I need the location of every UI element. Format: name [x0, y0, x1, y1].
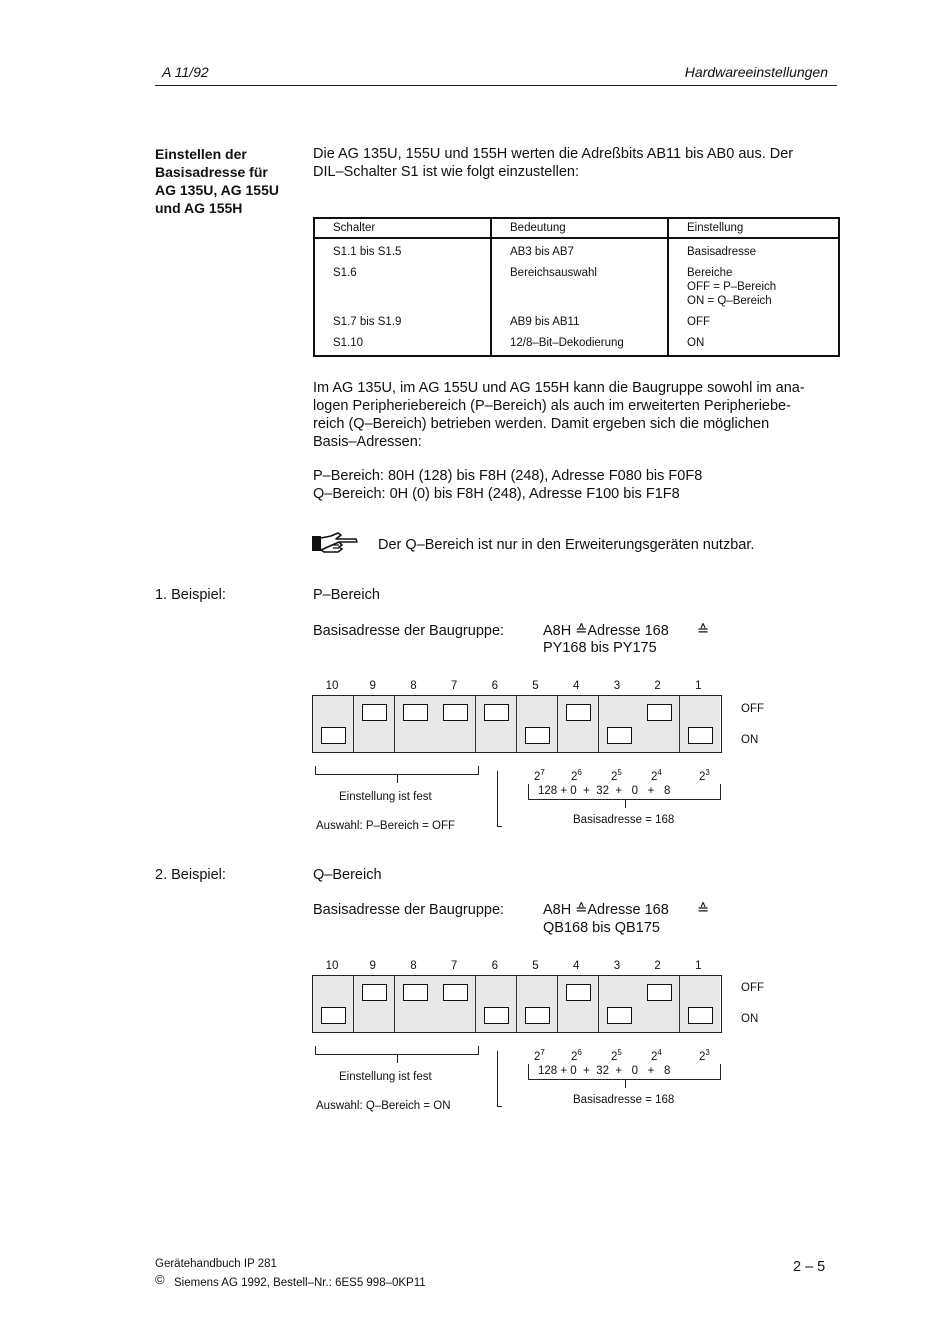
- on-label: ON: [741, 1013, 759, 1025]
- intro-text: [313, 145, 793, 181]
- switch-lever-off: [566, 984, 591, 1001]
- sum-bracket-right: [720, 1064, 721, 1080]
- dip-switch-cell: [558, 696, 599, 752]
- off-label: OFF: [741, 703, 764, 715]
- switch-config-table: [313, 217, 840, 357]
- equiv-sign: ≙: [697, 623, 710, 639]
- switch-number: 10: [325, 680, 339, 692]
- switch-number: 6: [491, 680, 498, 692]
- switch-lever-off: [647, 704, 672, 721]
- copyright-icon: ©: [155, 1272, 165, 1287]
- power-base: 2: [699, 770, 706, 783]
- power-exp: 6: [577, 1048, 582, 1057]
- dip-switch-cell: [599, 976, 640, 1032]
- power-exp: 6: [577, 768, 582, 777]
- switch-number: 1: [695, 960, 702, 972]
- selector-line: [497, 771, 498, 826]
- switch-number: 9: [369, 680, 376, 692]
- sum-bracket-tick: [625, 1079, 626, 1088]
- power-exp: 7: [540, 768, 545, 777]
- bracket-left: [315, 1046, 316, 1054]
- col-header: Einstellung: [667, 219, 838, 239]
- switch-number: 9: [369, 960, 376, 972]
- table-cell: S1.10: [333, 337, 364, 349]
- fixed-label: Einstellung ist fest: [339, 1071, 432, 1083]
- switch-number: 5: [532, 960, 539, 972]
- switch-lever-off: [403, 704, 428, 721]
- switch-number: 8: [410, 680, 417, 692]
- table-cell: Bereichsauswahl: [490, 262, 667, 311]
- switch-lever-on: [688, 727, 713, 744]
- switch-numbers: [0, 960, 950, 974]
- intro-line: DIL–Schalter S1 ist wie folgt einzustellen:: [313, 164, 579, 180]
- switch-lever-on: [607, 1007, 632, 1024]
- switch-lever-on: [321, 727, 346, 744]
- base-range: QB168 bis QB175: [543, 920, 660, 936]
- power-label: [571, 1046, 582, 1064]
- switch-lever-on: [321, 1007, 346, 1024]
- dip-switch-cell: [517, 696, 558, 752]
- switch-number: 7: [450, 960, 458, 972]
- mode-paragraph: [313, 379, 838, 451]
- sum-bracket-right: [720, 784, 721, 800]
- switch-number: 2: [654, 960, 661, 972]
- power-exp: 4: [657, 1048, 662, 1057]
- sum-bracket-tick: [625, 799, 626, 808]
- switch-number: 2: [654, 680, 661, 692]
- dip-switch-cell: [354, 696, 395, 752]
- switch-number: 5: [532, 680, 539, 692]
- switch-lever-off: [403, 984, 428, 1001]
- switch-number: 10: [325, 960, 339, 972]
- switch-lever-off: [362, 704, 387, 721]
- auswahl-label: Auswahl: Q–Bereich = ON: [316, 1100, 451, 1112]
- switch-number: 8: [410, 960, 417, 972]
- selector-foot: [497, 826, 502, 827]
- dip-switch-cell: [395, 976, 436, 1032]
- footer-manual: Gerätehandbuch IP 281: [155, 1258, 277, 1270]
- power-base: 2: [611, 770, 618, 783]
- table-header-row: [315, 219, 838, 239]
- power-base: 2: [611, 1050, 618, 1063]
- side-title-line: Basisadresse für: [155, 164, 268, 180]
- switch-number: 1: [695, 680, 702, 692]
- equiv-sign: ≙: [697, 902, 710, 918]
- dip-switch-cell: [680, 976, 720, 1032]
- power-exp: 5: [617, 1048, 622, 1057]
- power-label: [699, 1046, 710, 1064]
- header-right: Hardwareeinstellungen: [684, 64, 828, 80]
- switch-lever-off: [362, 984, 387, 1001]
- switch-number: 7: [450, 680, 458, 692]
- dip-switch-cell: [395, 696, 436, 752]
- dip-switch-cell: [313, 696, 354, 752]
- switch-number: 4: [572, 680, 580, 692]
- paragraph-line: reich (Q–Bereich) betrieben werden. Damit ergeben sich die möglichen: [313, 416, 770, 432]
- table-cell: AB3 bis AB7: [490, 239, 667, 262]
- sum-bracket-left: [528, 1064, 529, 1080]
- auswahl-label: Auswahl: P–Bereich = OFF: [316, 820, 456, 832]
- power-exp: 3: [705, 768, 710, 777]
- base-value: A8H ≙Adresse 168: [543, 902, 669, 918]
- off-label: OFF: [741, 982, 764, 994]
- dip-switch-cell: [599, 696, 640, 752]
- table-cell: ON: [667, 332, 838, 355]
- switch-lever-off: [647, 984, 672, 1001]
- footer-order-number: Siemens AG 1992, Bestell–Nr.: 6ES5 998–0KP11: [174, 1277, 426, 1289]
- dip-switch-cell: [435, 976, 476, 1032]
- bracket-right: [478, 1046, 479, 1054]
- switch-lever-off: [443, 704, 468, 721]
- power-label: [571, 766, 582, 784]
- table-row: [315, 332, 838, 355]
- dip-switch-cell: [639, 696, 680, 752]
- base-label: Basisadresse der Baugruppe:: [313, 623, 505, 639]
- power-label: [534, 1046, 545, 1064]
- switch-numbers: [0, 680, 950, 694]
- bracket-tick: [397, 1054, 398, 1063]
- switch-lever-on: [525, 1007, 550, 1024]
- table-cell: Bereiche OFF = P–Bereich ON = Q–Bereich: [667, 262, 838, 311]
- power-base: 2: [534, 770, 541, 783]
- side-title-line: AG 135U, AG 155U: [155, 182, 279, 198]
- base-label: Basisadresse der Baugruppe:: [313, 902, 505, 918]
- bracket-right: [478, 766, 479, 774]
- table-cell: S1.6: [333, 267, 357, 279]
- switch-number: 3: [613, 960, 621, 972]
- sum-label: 128 + 0 + 32 + 0 + 8: [538, 1065, 671, 1077]
- basis-label: Basisadresse = 168: [573, 814, 675, 826]
- dip-switch-cell: [517, 976, 558, 1032]
- header-rule: [155, 85, 837, 86]
- power-base: 2: [571, 1050, 578, 1063]
- dip-switch-cell: [476, 696, 517, 752]
- power-base: 2: [651, 770, 658, 783]
- base-range: PY168 bis PY175: [543, 640, 657, 656]
- switch-number: 3: [613, 680, 621, 692]
- bracket-left: [315, 766, 316, 774]
- selector-line: [497, 1051, 498, 1106]
- power-label: [699, 766, 710, 784]
- power-exp: 4: [657, 768, 662, 777]
- basis-label: Basisadresse = 168: [573, 1094, 675, 1106]
- table-cell: S1.7 bis S1.9: [333, 316, 402, 328]
- table-row: [315, 239, 838, 262]
- dip-switch-cell: [476, 976, 517, 1032]
- power-exp: 5: [617, 768, 622, 777]
- switch-number: 6: [491, 960, 498, 972]
- table-cell: Basisadresse: [667, 239, 838, 262]
- base-value: A8H ≙Adresse 168: [543, 623, 669, 639]
- switch-number: 4: [572, 960, 580, 972]
- dip-switch-cell: [558, 976, 599, 1032]
- header-left: A 11/92: [162, 64, 209, 80]
- power-label: [651, 1046, 662, 1064]
- selector-foot: [497, 1106, 502, 1107]
- power-base: 2: [534, 1050, 541, 1063]
- power-base: 2: [699, 1050, 706, 1063]
- side-title-line: und AG 155H: [155, 200, 243, 216]
- note-text: Der Q–Bereich ist nur in den Erweiterungsgeräten nutzbar.: [378, 537, 755, 553]
- switch-lever-on: [484, 1007, 509, 1024]
- switch-lever-on: [688, 1007, 713, 1024]
- dip-switch-cell: [680, 696, 720, 752]
- on-label: ON: [741, 734, 759, 746]
- power-label: [651, 766, 662, 784]
- power-label: [611, 1046, 622, 1064]
- power-exp: 7: [540, 1048, 545, 1057]
- example-label: 2. Beispiel:: [155, 867, 226, 883]
- dip-switch-block: [312, 975, 722, 1033]
- power-base: 2: [571, 770, 578, 783]
- range-line: P–Bereich: 80H (128) bis F8H (248), Adresse F080 bis F0F8: [313, 468, 703, 484]
- power-label: [534, 766, 545, 784]
- dip-switch-cell: [435, 696, 476, 752]
- col-header: Bedeutung: [490, 219, 667, 239]
- dip-switch-block: [312, 695, 722, 753]
- switch-lever-on: [607, 727, 632, 744]
- switch-lever-off: [443, 984, 468, 1001]
- table-cell: S1.1 bis S1.5: [333, 246, 402, 258]
- range-line: Q–Bereich: 0H (0) bis F8H (248), Adresse F100 bis F1F8: [313, 486, 680, 502]
- dip-switch-cell: [354, 976, 395, 1032]
- section-side-title: [155, 145, 279, 217]
- fixed-label: Einstellung ist fest: [339, 791, 432, 803]
- power-label: [611, 766, 622, 784]
- switch-lever-off: [484, 704, 509, 721]
- switch-lever-off: [566, 704, 591, 721]
- sum-bracket-left: [528, 784, 529, 800]
- address-ranges: [313, 467, 702, 503]
- paragraph-line: logen Peripheriebereich (P–Bereich) als auch im erweiterten Peripheriebe-: [313, 398, 791, 414]
- switch-lever-on: [525, 727, 550, 744]
- power-base: 2: [651, 1050, 658, 1063]
- example-label: 1. Beispiel:: [155, 587, 226, 603]
- intro-line: Die AG 135U, 155U und 155H werten die Adreßbits AB11 bis AB0 aus. Der: [313, 146, 794, 162]
- side-title-line: Einstellen der: [155, 146, 247, 162]
- dip-switch-cell: [313, 976, 354, 1032]
- col-header: Schalter: [315, 219, 490, 239]
- example-area: Q–Bereich: [313, 867, 382, 883]
- table-row: [315, 311, 838, 332]
- sum-label: 128 + 0 + 32 + 0 + 8: [538, 785, 671, 797]
- page-number: 2 – 5: [793, 1259, 826, 1275]
- table-cell: 12/8–Bit–Dekodierung: [490, 332, 667, 355]
- paragraph-line: Basis–Adressen:: [313, 434, 422, 450]
- table-cell: AB9 bis AB11: [490, 311, 667, 332]
- bracket-tick: [397, 774, 398, 783]
- pointing-hand-icon: [311, 531, 359, 557]
- example-area: P–Bereich: [313, 587, 380, 603]
- paragraph-line: Im AG 135U, im AG 155U und AG 155H kann die Baugruppe sowohl im ana-: [313, 380, 805, 396]
- power-exp: 3: [705, 1048, 710, 1057]
- table-row: [315, 262, 838, 311]
- dip-switch-cell: [639, 976, 680, 1032]
- table-cell: OFF: [667, 311, 838, 332]
